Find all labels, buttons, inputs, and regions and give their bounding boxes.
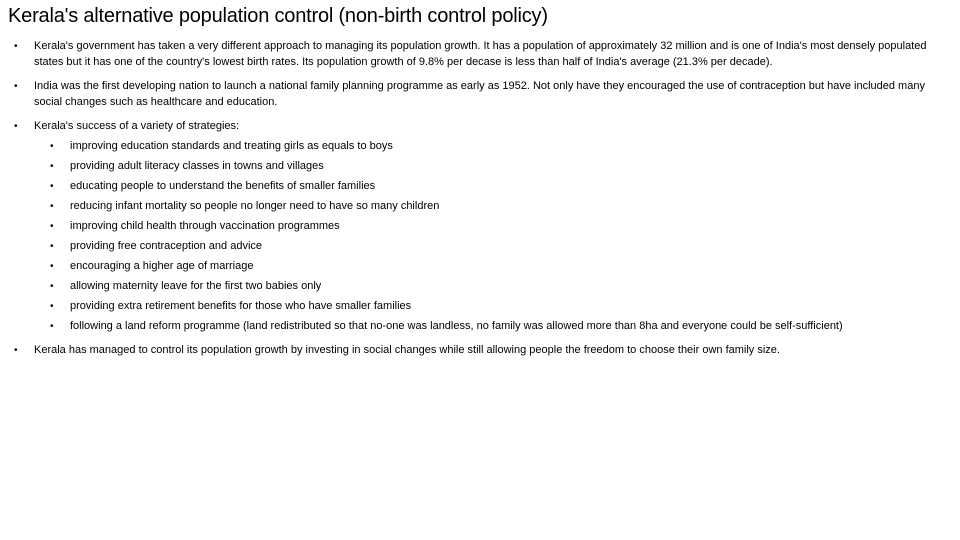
bullet-item — [14, 79, 944, 110]
bullet-icon: • — [14, 41, 18, 52]
strategy-item — [34, 219, 944, 234]
strategy-item — [34, 179, 944, 194]
strategy-text: providing adult literacy classes in towns and villages — [70, 159, 324, 172]
strategy-item — [34, 139, 944, 154]
bullet-text: Kerala's success of a variety of strategies: — [34, 120, 240, 132]
bullet-icon: • — [14, 344, 18, 356]
strategy-text: encouraging a higher age of marriage — [70, 259, 254, 272]
strategy-text: allowing maternity leave for the first two babies only — [70, 279, 322, 292]
strategy-item — [34, 279, 944, 294]
sub-bullet-icon: • — [50, 280, 54, 292]
strategy-item — [34, 259, 944, 274]
strategy-text: providing extra retirement benefits for those who have smaller families — [70, 299, 412, 312]
sub-bullet-icon: • — [50, 220, 54, 232]
bullet-list — [14, 39, 944, 358]
strategy-item — [34, 199, 944, 214]
sub-bullet-icon: • — [50, 260, 54, 272]
strategy-text: providing free contraception and advice — [70, 239, 263, 252]
strategy-list — [34, 139, 944, 334]
strategy-item — [34, 299, 944, 314]
strategy-text: following a land reform programme (land redistributed so that no-one was landless, no family was allowed more than 8ha and everyone could be self-sufficient) — [70, 319, 843, 332]
strategy-item — [34, 159, 944, 174]
slide-title: Kerala's alternative population control (non-birth control policy) — [8, 5, 548, 27]
bullet-item-strategies — [14, 119, 944, 334]
sub-bullet-icon: • — [50, 140, 54, 152]
bullet-item — [14, 39, 944, 70]
bullet-icon: • — [14, 81, 18, 92]
bullet-text: Kerala's government has taken a very different approach to managing its population growth. It has a population of approximately 32 million and is one of India's most densely populated states but it has one of the country's lowest birth rates. Its population growth of 9.8% per decase is less than half of India's average (21.3% per decade). — [34, 40, 927, 68]
strategy-text: reducing infant mortality so people no longer need to have so many children — [70, 199, 440, 212]
strategy-text: improving child health through vaccination programmes — [70, 219, 340, 232]
strategy-text: improving education standards and treating girls as equals to boys — [70, 139, 393, 152]
sub-bullet-icon: • — [50, 160, 54, 172]
strategy-item — [34, 239, 944, 254]
strategy-text: educating people to understand the benefits of smaller families — [70, 179, 376, 192]
bullet-icon: • — [14, 121, 18, 132]
strategy-item — [34, 319, 944, 334]
bullet-item — [14, 343, 944, 359]
bullet-text: India was the first developing nation to launch a national family planning programme as early as 1952. Not only have they encouraged the use of contraception but have included many social changes such as healthcare and education. — [34, 80, 925, 108]
sub-bullet-icon: • — [50, 180, 54, 192]
sub-bullet-icon: • — [50, 320, 54, 332]
sub-bullet-icon: • — [50, 200, 54, 212]
sub-bullet-icon: • — [50, 300, 54, 312]
bullet-text: Kerala has managed to control its population growth by investing in social changes while still allowing people the freedom to choose their own family size. — [34, 343, 780, 356]
slide-content — [14, 39, 944, 367]
sub-bullet-icon: • — [50, 240, 54, 252]
